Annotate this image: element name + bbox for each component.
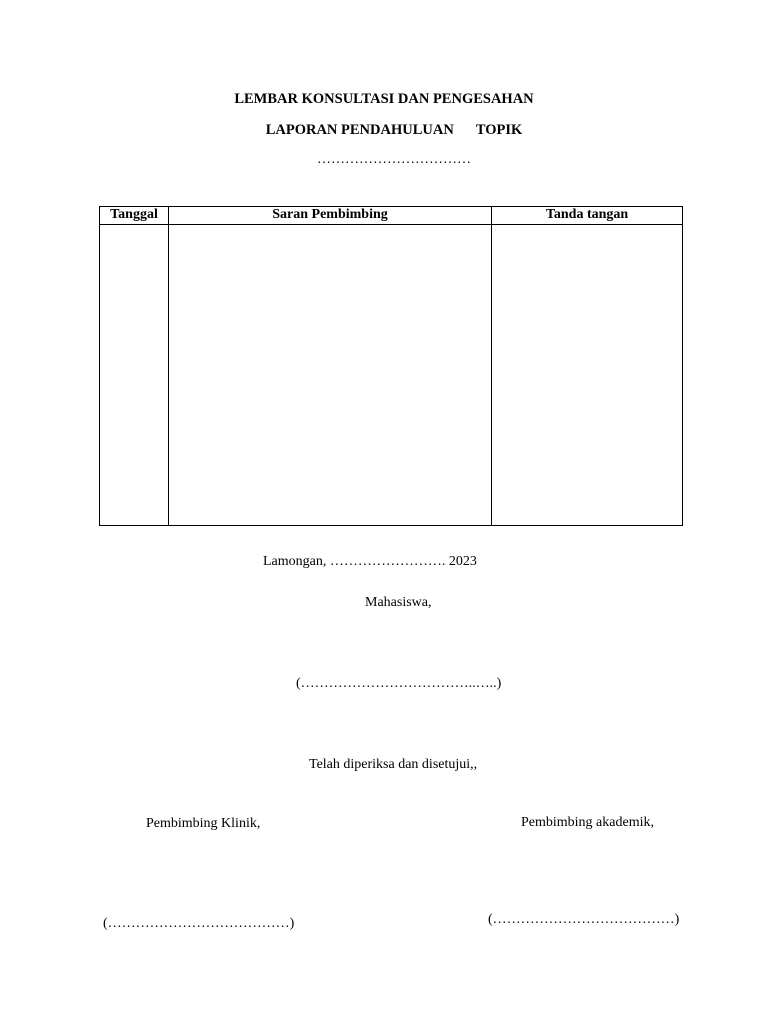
- column-header-supervisor-advice: Saran Pembimbing: [169, 207, 492, 225]
- document-title: LEMBAR KONSULTASI DAN PENGESAHAN: [234, 91, 534, 107]
- advice-cell: [169, 225, 492, 526]
- clinic-supervisor-role: Pembimbing Klinik,: [146, 816, 261, 831]
- column-header-signature: Tanda tangan: [492, 207, 683, 225]
- place-date: Lamongan, ……………………. 2023: [263, 554, 477, 569]
- subtitle-report: LAPORAN PENDAHULUAN: [265, 122, 454, 138]
- student-name-line: (………………………………..…..): [296, 676, 502, 691]
- clinic-supervisor-name-line: (…………………………………): [103, 916, 295, 931]
- document-subtitle: [0, 122, 768, 139]
- approval-statement: Telah diperiksa dan disetujui,,: [309, 757, 478, 772]
- date-cell: [100, 225, 169, 526]
- table-row: [100, 225, 683, 526]
- table-header-row: [100, 207, 683, 225]
- column-header-date: Tanggal: [100, 207, 169, 225]
- student-role: Mahasiswa,: [365, 595, 432, 610]
- subtitle-topic: TOPIK: [475, 122, 523, 138]
- topic-placeholder: ……………………………: [317, 152, 471, 167]
- academic-supervisor-name-line: (…………………………………): [488, 912, 680, 927]
- signature-cell: [492, 225, 683, 526]
- consultation-table: [99, 206, 683, 526]
- academic-supervisor-role: Pembimbing akademik,: [521, 815, 654, 830]
